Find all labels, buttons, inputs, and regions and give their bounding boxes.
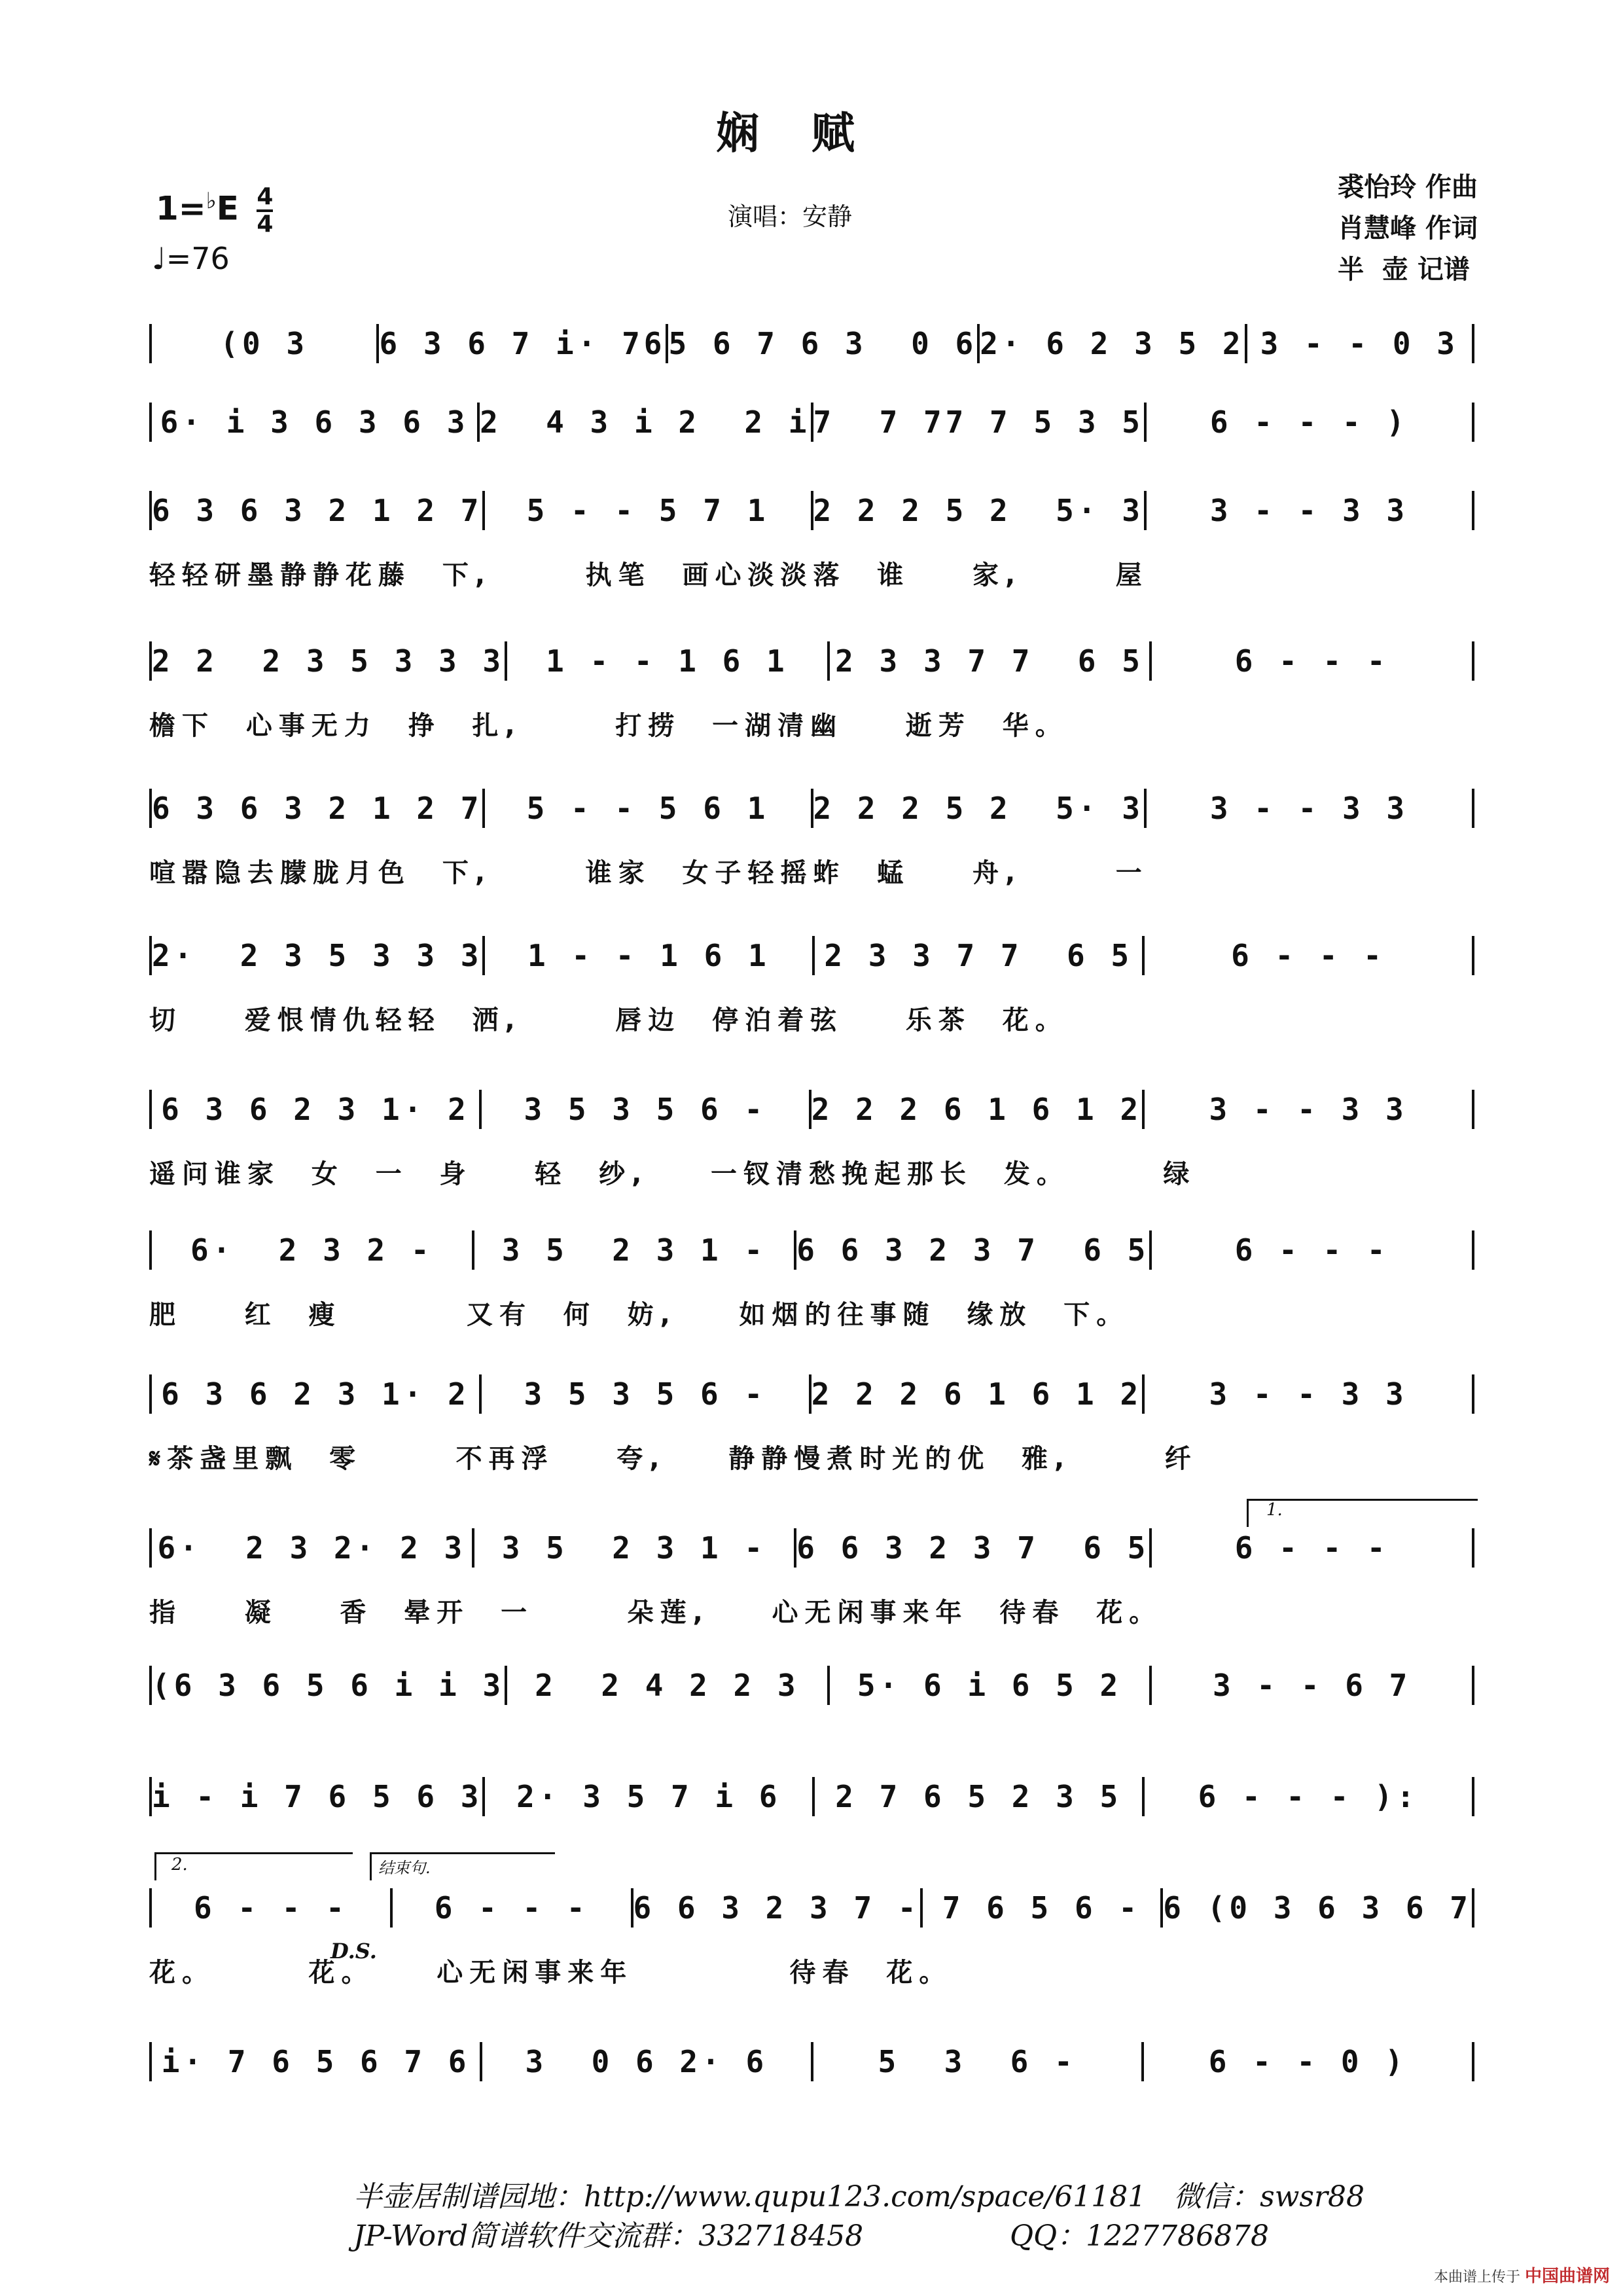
measure: 5· 6 i 6 5 2 <box>857 1668 1122 1703</box>
tempo-value: =76 <box>166 241 230 276</box>
measure: 3 5 3 5 6 - <box>524 1376 767 1412</box>
measure: 1 - - 1 6 1 <box>527 938 770 973</box>
measure: 3 - - 3 3 <box>1209 493 1409 528</box>
notation-row <box>149 1525 1474 1571</box>
row-notes <box>149 321 1474 367</box>
measure: 2 2 2 5 2 5· 3 <box>813 493 1144 528</box>
measure: 7 7 77 7 5 3 5 <box>813 404 1144 440</box>
measure: i - i 7 6 5 6 3 <box>152 1779 483 1814</box>
row-notes <box>149 1774 1474 1820</box>
notation-row <box>149 1774 1474 1820</box>
barline <box>1472 1888 1474 1928</box>
measure: 2 3 3 7 7 6 5 <box>824 938 1133 973</box>
barline <box>1472 491 1474 530</box>
measure: 3 5 2 3 1 - <box>501 1530 767 1566</box>
measure: 6 (0 3 6 3 6 7 <box>1163 1890 1472 1926</box>
row-notes <box>149 399 1474 445</box>
measure: 3 - - 6 7 <box>1213 1668 1412 1703</box>
measure: 6 - - - <box>193 1890 348 1926</box>
measure: 6 - - - <box>1234 1232 1389 1268</box>
tempo-marking <box>152 241 230 276</box>
key-note: E <box>216 189 239 228</box>
barline <box>1472 641 1474 681</box>
measure: 6 - - - <box>1231 938 1385 973</box>
notation-row <box>149 488 1474 533</box>
upload-credit <box>1434 2263 1610 2287</box>
volta-2-label: 2. <box>171 1855 188 1874</box>
measure: 3 5 3 5 6 - <box>524 1092 767 1127</box>
measure: 6 6 3 2 3 7 6 5 <box>796 1232 1150 1268</box>
row-notes <box>149 638 1474 684</box>
measure: 2· 2 3 5 3 3 3 <box>152 938 483 973</box>
singer: 演唱：安静 <box>728 202 853 231</box>
measure: 6· 2 3 2 - <box>190 1232 433 1268</box>
row-notes <box>149 1525 1474 1571</box>
measure: 5 - - 5 6 1 <box>526 791 770 826</box>
lyric-line: 肥 红 瘦 又有 何 妨, 如烟的往事随 缘放 下。 <box>149 1299 1130 1330</box>
measure: 2 2 2 5 2 5· 3 <box>813 791 1144 826</box>
notation-row <box>149 785 1474 831</box>
barline <box>1472 1666 1474 1705</box>
notation-row <box>149 321 1474 367</box>
measure: 3 0 6 2· 6 <box>525 2044 768 2079</box>
row-notes <box>149 488 1474 533</box>
measure: 3 - - 3 3 <box>1209 791 1409 826</box>
lyric-line: 切 爱恨情仇轻轻 洒, 唇边 停泊着弦 乐茶 花。 <box>149 1005 1068 1035</box>
row-notes <box>149 1885 1474 1931</box>
quarter-note-icon: ♩ <box>152 241 166 276</box>
flat-sign: ♭ <box>205 187 217 214</box>
notation-row <box>149 399 1474 445</box>
row-notes <box>149 1662 1474 1708</box>
lyric-line: 指 凝 香 晕开 一 朵莲, 心无闲事来年 待春 花。 <box>149 1597 1162 1628</box>
measure: 5 6 7 6 3 0 6 <box>668 326 978 361</box>
lyric-line: 檐下 心事无力 挣 扎, 打捞 一湖清幽 逝芳 华。 <box>149 710 1068 741</box>
measure: (6 3 6 5 6 i i 3 <box>152 1668 505 1703</box>
measure: 5 3 6 - <box>878 2044 1077 2079</box>
ds-marking: D.S. <box>330 1939 377 1964</box>
barline <box>1472 936 1474 975</box>
measure: 6· i 3 6 3 6 3 <box>160 404 469 440</box>
measure: 5 - - 5 7 1 <box>526 493 770 528</box>
measure: i· 7 6 5 6 7 6 <box>161 2044 471 2079</box>
notation-row <box>149 638 1474 684</box>
barline <box>1472 1374 1474 1414</box>
measure: 6 - - - <box>434 1890 589 1926</box>
measure: 7 6 5 6 - <box>942 1890 1141 1926</box>
barline <box>1472 1230 1474 1270</box>
measure: 2 7 6 5 2 3 5 <box>835 1779 1122 1814</box>
row-notes <box>149 933 1474 978</box>
measure: 3 5 2 3 1 - <box>501 1232 767 1268</box>
footer-line-1: 半壶居制谱园地：http://www.qupu123.com/space/61181 微信：swsr88 <box>353 2180 1365 2214</box>
measure: 6 6 3 2 3 7 6 5 <box>796 1530 1150 1566</box>
barline <box>1472 789 1474 828</box>
measure: 6 3 6 3 2 1 2 7 <box>152 791 483 826</box>
time-num: 4 <box>257 185 273 212</box>
measure: 2 4 3 i 2 2 i <box>480 404 811 440</box>
notation-row <box>149 1086 1474 1132</box>
row-notes <box>149 2039 1474 2085</box>
time-signature <box>257 185 273 237</box>
measure: 2· 3 5 7 i 6 <box>516 1779 781 1814</box>
row-notes <box>149 1371 1474 1417</box>
measure: 2 2 2 6 1 6 1 2 <box>811 1376 1143 1412</box>
transcriber: 半 壶 记谱 <box>1338 255 1470 285</box>
measure: 6 3 6 7 i· 76 <box>379 326 666 361</box>
notation-row <box>149 1662 1474 1708</box>
notation-row <box>149 1371 1474 1417</box>
lyric-line: 遥问谁家 女 一 身 轻 纱, 一钗清愁挽起那长 发。 绿 <box>149 1158 1196 1189</box>
measure: 3 - - 3 3 <box>1209 1092 1408 1127</box>
measure: 6 6 3 2 3 7 - <box>633 1890 920 1926</box>
ending-label: 结束句. <box>378 1859 431 1877</box>
measure: 6 3 6 2 3 1· 2 <box>161 1092 470 1127</box>
measure: (0 3 <box>220 326 309 361</box>
composer: 裘怡玲 作曲 <box>1338 172 1478 202</box>
upload-text: 本曲谱上传于 <box>1433 2269 1520 2286</box>
measure: 6 - - - <box>1234 1530 1389 1566</box>
measure: 6· 2 3 2· 2 3 <box>157 1530 467 1566</box>
row-notes <box>149 785 1474 831</box>
row-notes <box>149 1227 1474 1273</box>
upload-brand: 中国曲谱网 <box>1524 2267 1610 2286</box>
measure: 6 - - - ) <box>1209 404 1409 440</box>
lyric-line: 轻轻研墨静静花藤 下, 执笔 画心淡淡落 谁 家, 屋 <box>149 560 1149 590</box>
measure: 6 3 6 2 3 1· 2 <box>161 1376 470 1412</box>
key-signature <box>156 185 273 237</box>
barline <box>1472 1528 1474 1568</box>
lyric-line: 花。 花。 心无闲事来年 待春 花。 <box>149 1957 952 1988</box>
barline <box>1472 403 1474 442</box>
barline <box>1472 2042 1474 2081</box>
barline <box>1472 324 1474 363</box>
key-prefix: 1= <box>156 189 206 228</box>
measure: 2 2 4 2 2 3 <box>535 1668 800 1703</box>
measure: 3 - - 3 3 <box>1209 1376 1408 1412</box>
measure: 2· 6 2 3 5 2 <box>980 326 1245 361</box>
measure: 6 - - - <box>1234 643 1389 679</box>
song-title: 娴赋 <box>716 108 907 158</box>
row-notes <box>149 1086 1474 1132</box>
measure: 2 2 2 3 5 3 3 3 <box>152 643 505 679</box>
notation-row <box>149 1227 1474 1273</box>
notation-row <box>149 2039 1474 2085</box>
barline <box>1472 1777 1474 1816</box>
measure: 2 3 3 7 7 6 5 <box>835 643 1144 679</box>
measure: 6 - - 0 ) <box>1208 2044 1407 2079</box>
volta-1-label: 1. <box>1266 1500 1283 1520</box>
time-den: 4 <box>257 211 274 238</box>
measure: 3 - - 0 3 <box>1260 326 1459 361</box>
credits <box>1338 167 1478 291</box>
measure: 6 - - - ): <box>1198 1779 1419 1814</box>
lyricist: 肖慧峰 作词 <box>1338 213 1478 243</box>
measure: 1 - - 1 6 1 <box>546 643 789 679</box>
notation-row <box>149 1885 1474 1931</box>
lyric-line: 喧嚣隐去朦胧月色 下, 谁家 女子轻摇蚱 蜢 舟, 一 <box>149 857 1149 888</box>
measure: 6 3 6 3 2 1 2 7 <box>152 493 483 528</box>
notation-row <box>149 933 1474 978</box>
barline <box>1472 1090 1474 1129</box>
lyric-line: 𝄋茶盏里飘 零 不再浮 夸, 静静慢煮时光的优 雅, 纤 <box>149 1443 1198 1474</box>
footer-line-2: JP-Word简谱软件交流群：332718458 QQ：1227786878 <box>353 2219 1270 2253</box>
measure: 2 2 2 6 1 6 1 2 <box>811 1092 1143 1127</box>
